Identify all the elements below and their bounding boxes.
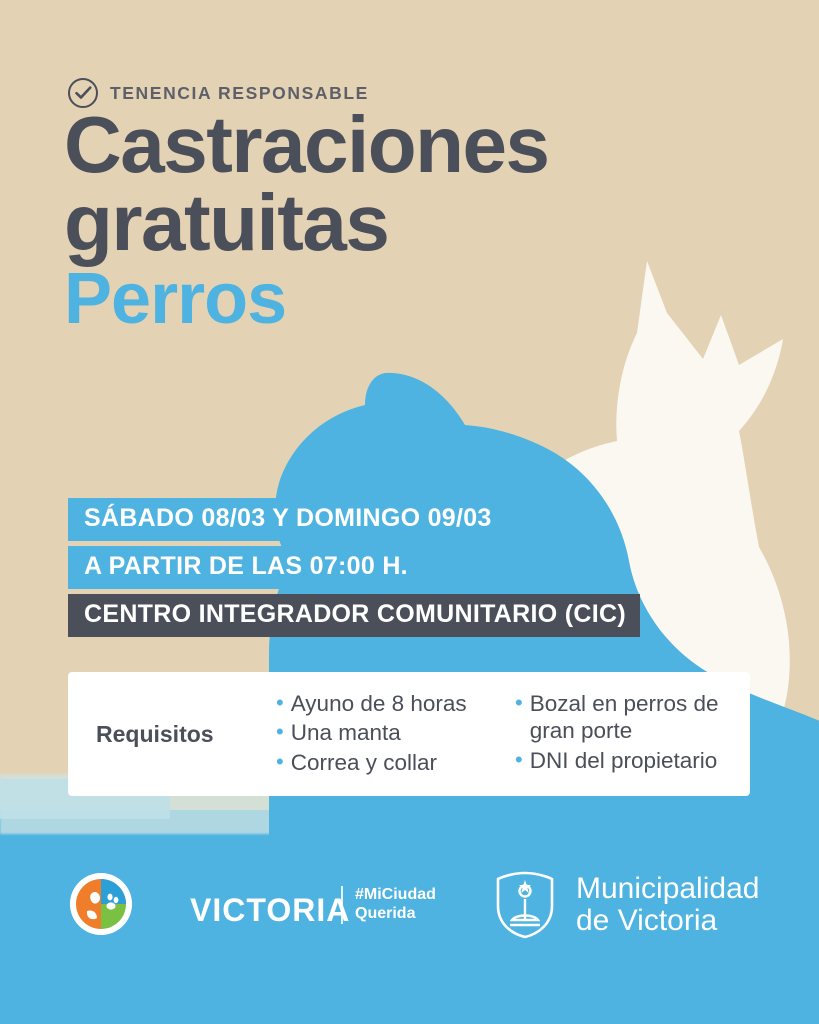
headline-line-1: Castraciones bbox=[64, 100, 549, 189]
requirements-title: Requisitos bbox=[96, 720, 214, 747]
event-details bbox=[68, 498, 640, 642]
headline-line-3: Perros bbox=[64, 259, 287, 340]
bullet-icon: • bbox=[276, 689, 284, 715]
city-hashtag bbox=[341, 886, 436, 924]
municipality-line-2: de Victoria bbox=[576, 904, 718, 937]
requirements-column-2 bbox=[515, 690, 732, 778]
city-wordmark: VICTORIA bbox=[190, 892, 351, 928]
bullet-icon: • bbox=[276, 748, 284, 774]
municipality-logo bbox=[490, 870, 759, 940]
bullet-icon: • bbox=[276, 719, 284, 745]
list-item bbox=[276, 719, 493, 746]
requirement-text: Una manta bbox=[290, 720, 401, 746]
event-date: SÁBADO 08/03 Y DOMINGO 09/03 bbox=[68, 498, 506, 541]
event-time-row bbox=[68, 546, 640, 594]
eyebrow-label: TENENCIA RESPONSABLE bbox=[110, 82, 369, 103]
list-item bbox=[515, 690, 732, 745]
requirements-columns bbox=[276, 690, 732, 778]
hashtag-line-2: Querida bbox=[355, 904, 416, 922]
bullet-icon: • bbox=[515, 689, 523, 715]
bullet-icon: • bbox=[515, 746, 523, 772]
requirements-card bbox=[68, 672, 750, 796]
event-location-row bbox=[68, 594, 640, 642]
zoonosis-logo bbox=[70, 873, 132, 935]
municipality-name bbox=[576, 873, 759, 938]
list-item bbox=[276, 690, 493, 717]
requirement-text: Ayuno de 8 horas bbox=[290, 690, 467, 716]
hashtag-line-1: #MiCiudad bbox=[355, 886, 436, 903]
event-date-row bbox=[68, 498, 640, 546]
event-time: A PARTIR DE LAS 07:00 H. bbox=[68, 546, 422, 589]
footer bbox=[0, 810, 819, 1024]
list-item bbox=[276, 749, 493, 776]
municipality-shield-icon bbox=[490, 870, 560, 940]
page-title bbox=[64, 100, 704, 340]
list-item bbox=[515, 747, 732, 774]
headline-line-2: gratuitas bbox=[64, 177, 389, 267]
requirement-text: Correa y collar bbox=[290, 749, 437, 775]
event-location: CENTRO INTEGRADOR COMUNITARIO (CIC) bbox=[68, 594, 640, 637]
requirement-text: Bozal en perros de gran porte bbox=[529, 690, 719, 744]
requirement-text: DNI del propietario bbox=[529, 747, 718, 773]
municipality-line-1: Municipalidad bbox=[576, 871, 760, 905]
requirements-column-1 bbox=[276, 690, 493, 778]
